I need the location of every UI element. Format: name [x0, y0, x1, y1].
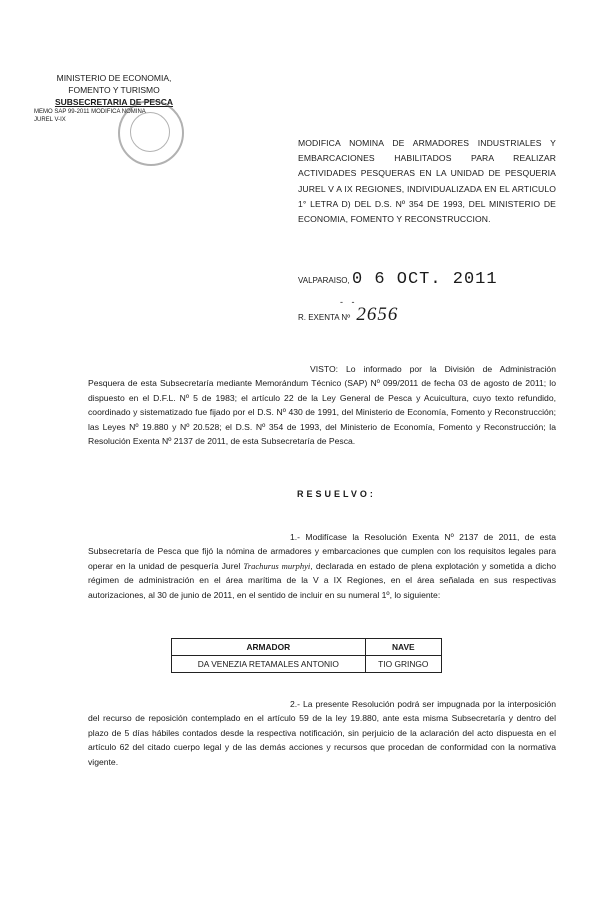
table-header-row [172, 639, 442, 656]
date-stamp: 0 6 OCT. 2011 [351, 270, 498, 289]
cell-armador: DA VENEZIA RETAMALES ANTONIO [172, 656, 366, 673]
exenta-label: R. EXENTA Nº [298, 313, 351, 322]
subsecretaria-label: SUBSECRETARIA DE PESCA [54, 97, 174, 107]
memo-reference-2: JUREL V-IX [34, 117, 66, 123]
article-1-text-b: , declarada en estado de plena explotación y sometida a dicho régimen de administración en el área marítima de la V a IX Regiones, en el área señalada en sus respectivas autorizaciones, al 30 de junio de 2011, en el sentido de incluir en su numeral 1º, lo siguiente: [88, 560, 556, 600]
exenta-line [298, 304, 498, 326]
article-2-paragraph: 2.- La presente Resolución podrá ser impugnada por la interposición del recurso de reposición contemplado en el artículo 59 de la ley 19.880, ante esta misma Subsecretaría y dentro del plazo de 5 días hábiles contados desde la respectiva notificación, sin perjuicio de la aclaración del acto dispuesta en el artículo 62 del citado cuerpo legal y de las demás acciones y recursos que procedan de conformidad con la normativa vigente. [88, 699, 556, 767]
col-armador: ARMADOR [172, 639, 366, 656]
cell-nave: TIO GRINGO [365, 656, 441, 673]
dash-mark: - - [340, 297, 358, 307]
article-1-paragraph [88, 530, 556, 602]
exenta-number: 2656 [356, 304, 399, 325]
ministry-line-2: FOMENTO Y TURISMO [68, 85, 160, 95]
resuelvo-heading: RESUELVO: [297, 489, 376, 499]
armador-nave-table [171, 638, 442, 673]
memo-reference-1: MEMO SAP 99-2011 MODIFICA NOMINA [34, 109, 146, 115]
official-seal-icon [118, 100, 184, 166]
visto-paragraph: VISTO: Lo informado por la División de Administración Pesquera de esta Subsecretaría mediante Memorándum Técnico (SAP) Nº 099/2011 de fecha 03 de agosto de 2011; lo dispuesto en el D.F.L. Nº 5 de 1983; el artículo 22 de la Ley General de Pesca y Acuicultura, cuyo texto refundido, coordinado y sistematizado fue fijado por el D.S. Nº 430 de 1991, del Ministerio de Economía, Fomento y Reconstrucción; las Leyes Nº 19.880 y Nº 20.528; el D.S. Nº 354 de 1993, del Ministerio de Economía, Fomento y Reconstrucción; la Resolución Exenta Nº 2137 de 2011, de esta Subsecretaría de Pesca. [88, 364, 556, 447]
table-row [172, 656, 442, 673]
place-label: VALPARAISO, [298, 276, 350, 285]
col-nave: NAVE [365, 639, 441, 656]
article-1-text-a: 1.- Modifícase la Resolución Exenta Nº 2137 de 2011, de esta Subsecretaría de Pesca que fijó la nómina de armadores y embarcaciones que cumplen con los requisitos legales para operar en la unidad de pesquería Jurel [88, 532, 556, 571]
species-name: Trachurus murphyi [243, 560, 311, 571]
place-date [298, 270, 558, 289]
resolution-title: MODIFICA NOMINA DE ARMADORES INDUSTRIALES Y EMBARCACIONES HABILITADOS PARA REALIZAR ACTIVIDADES PESQUERAS EN LA UNIDAD DE PESQUERIA JUREL V A IX REGIONES, INDIVIDUALIZADA EN EL ARTICULO 1° LETRA D) DEL D.S. Nº 354 DE 1993, DEL MINISTERIO DE ECONOMIA, FOMENTO Y RECONSTRUCCION. [298, 138, 556, 225]
ministry-line-1: MINISTERIO DE ECONOMIA, [56, 73, 172, 83]
